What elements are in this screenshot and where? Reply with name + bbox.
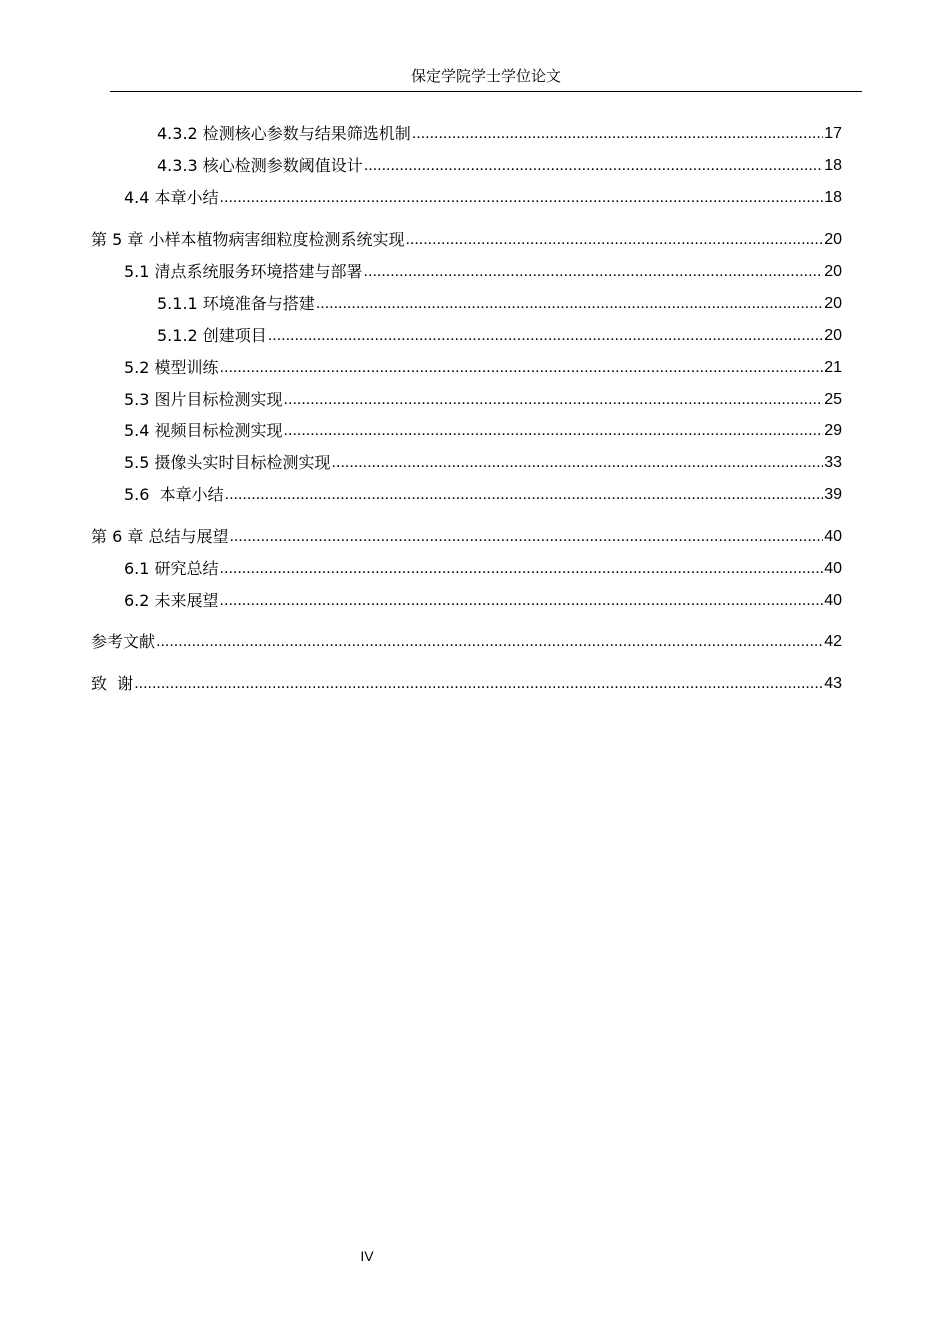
toc-entry-6-1[interactable]	[124, 555, 842, 579]
toc-entry-5-5[interactable]	[124, 449, 842, 473]
toc-dot-leader	[284, 390, 824, 410]
toc-entry-references[interactable]	[91, 628, 842, 652]
toc-entry-label: 5.4 视频目标检测实现	[124, 421, 283, 440]
toc-entry-label: 5.5 摄像头实时目标检测实现	[124, 453, 331, 472]
toc-entry-label: 6.1 研究总结	[124, 559, 219, 578]
toc-dot-leader	[268, 326, 823, 346]
toc-entry-label: 5.1.2 创建项目	[157, 326, 267, 345]
toc-entry-page: 20	[824, 231, 842, 248]
toc-dot-leader	[405, 230, 823, 250]
toc-dot-leader	[220, 559, 824, 579]
toc-entry-chapter-6[interactable]	[91, 523, 842, 547]
toc-entry-page: 42	[824, 633, 842, 650]
toc-dot-leader	[284, 421, 824, 441]
toc-entry-label: 4.3.3 核心检测参数阈值设计	[157, 156, 363, 175]
toc-entry-page: 20	[824, 263, 842, 280]
toc-entry-5-1-1[interactable]	[157, 290, 842, 314]
toc-entry-label: 第 6 章 总结与展望	[91, 527, 229, 546]
toc-entry-page: 40	[824, 560, 842, 577]
toc-dot-leader	[229, 527, 823, 547]
toc-entry-page: 39	[824, 486, 842, 503]
toc-entry-page: 43	[824, 675, 842, 692]
toc-entry-page: 25	[824, 391, 842, 408]
page-header: 保定学院学士学位论文	[410, 67, 561, 85]
toc-entry-chapter-5[interactable]	[91, 226, 842, 250]
toc-entry-page: 29	[824, 422, 842, 439]
toc-entry-page: 18	[824, 189, 842, 206]
toc-entry-5-1-2[interactable]	[157, 322, 842, 346]
toc-entry-label: 5.6 本章小结	[124, 485, 224, 504]
page-number: IV	[360, 1248, 374, 1264]
toc-entry-label: 5.1 清点系统服务环境搭建与部署	[124, 262, 363, 281]
toc-entry-5-4[interactable]	[124, 417, 842, 441]
toc-dot-leader	[220, 188, 824, 208]
toc-entry-label: 5.3 图片目标检测实现	[124, 390, 283, 409]
toc-entry-5-1[interactable]	[124, 258, 842, 282]
toc-dot-leader	[316, 294, 823, 314]
toc-entry-acknowledgements[interactable]	[91, 670, 842, 694]
toc-dot-leader	[332, 453, 824, 473]
toc-entry-label: 5.1.1 环境准备与搭建	[157, 294, 315, 313]
toc-entry-page: 33	[824, 454, 842, 471]
toc-entry-4-4[interactable]	[124, 184, 842, 208]
toc-entry-page: 40	[824, 528, 842, 545]
toc-entry-5-2[interactable]	[124, 354, 842, 378]
toc-entry-page: 20	[824, 295, 842, 312]
toc-entry-5-6[interactable]	[124, 481, 842, 505]
toc-entry-page: 18	[824, 157, 842, 174]
toc-entry-label: 第 5 章 小样本植物病害细粒度检测系统实现	[91, 230, 405, 249]
toc-dot-leader	[412, 124, 823, 144]
toc-entry-label: 4.4 本章小结	[124, 188, 219, 207]
toc-entry-page: 40	[824, 592, 842, 609]
toc-entry-4-3-3[interactable]	[157, 152, 842, 176]
toc-entry-5-3[interactable]	[124, 386, 842, 410]
toc-dot-leader	[225, 485, 824, 505]
toc-dot-leader	[220, 591, 824, 611]
toc-entry-label: 致 谢	[91, 674, 134, 693]
toc-entry-label: 5.2 模型训练	[124, 358, 219, 377]
toc-entry-6-2[interactable]	[124, 587, 842, 611]
toc-entry-page: 20	[824, 327, 842, 344]
toc-entry-label: 4.3.2 检测核心参数与结果筛选机制	[157, 124, 411, 143]
toc-entry-label: 6.2 未来展望	[124, 591, 219, 610]
toc-entry-page: 21	[824, 359, 842, 376]
toc-entry-4-3-2[interactable]	[157, 120, 842, 144]
toc-entry-page: 17	[824, 125, 842, 142]
toc-dot-leader	[220, 358, 824, 378]
toc-dot-leader	[364, 262, 824, 282]
toc-dot-leader	[364, 156, 823, 176]
toc-entry-label: 参考文献	[91, 632, 156, 651]
toc-dot-leader	[134, 674, 823, 694]
toc-dot-leader	[156, 632, 823, 652]
